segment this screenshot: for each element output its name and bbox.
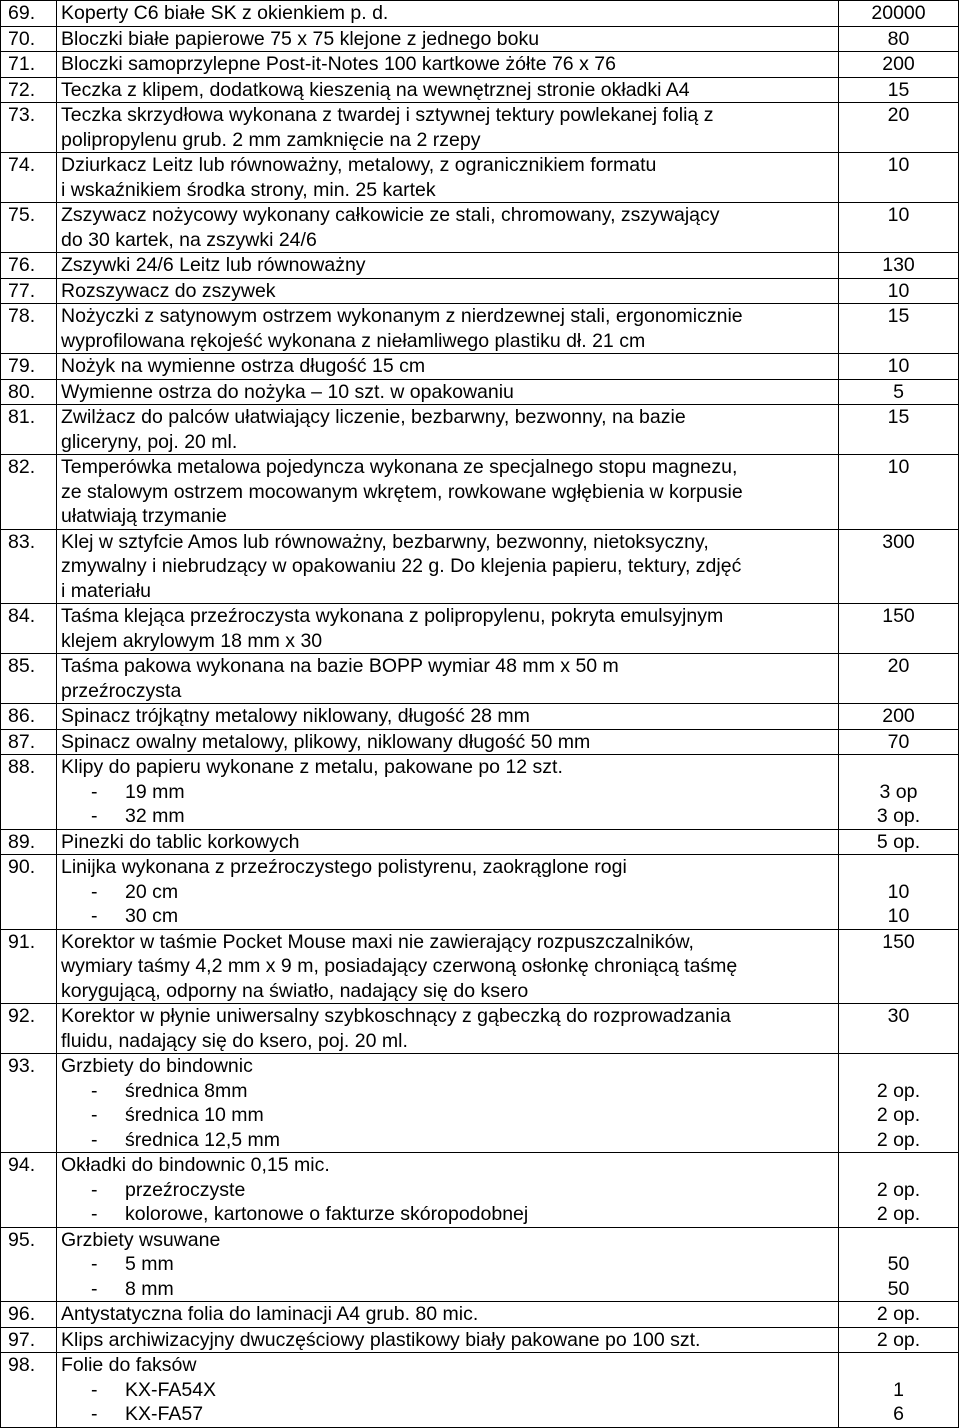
table-row (1, 253, 959, 279)
description-line: Korektor w płynie uniwersalny szybkoschnący z gąbeczką do rozprowadzania (61, 1005, 731, 1027)
quantity-value: 20 (887, 655, 910, 677)
description-line: korygującą, odporny na światło, nadający się do ksero (61, 979, 529, 1002)
item-description (57, 704, 839, 730)
item-number: 86. (1, 704, 57, 730)
item-number: 98. (1, 1353, 57, 1428)
item-description (57, 253, 839, 279)
item-number: 76. (1, 253, 57, 279)
description-line: Bloczki białe papierowe 75 x 75 klejone z jednego boku (61, 27, 540, 50)
item-quantity (839, 253, 959, 279)
description-line: Bloczki samoprzylepne Post-it-Notes 100 kartkowe żółte 76 x 76 (61, 53, 616, 75)
item-quantity (839, 755, 959, 830)
item-quantity (839, 829, 959, 855)
item-number: 69. (1, 1, 57, 27)
table-row (1, 855, 959, 930)
quantity-value (843, 855, 954, 880)
sub-item (61, 1378, 834, 1403)
table-row (1, 278, 959, 304)
description-line: ze stalowym ostrzem mocowanym wkrętem, rowkowane wgłębienia w korpusie (61, 480, 743, 503)
dash-bullet: - (91, 780, 98, 803)
table-row (1, 729, 959, 755)
table-row (1, 304, 959, 354)
dash-bullet: - (91, 1378, 98, 1401)
description-line: Grzbiety do bindownic (61, 1055, 253, 1077)
description-line: Antystatyczna folia do laminacji A4 grub. 80 mic. (61, 1303, 479, 1325)
table-row (1, 1004, 959, 1054)
item-quantity (839, 379, 959, 405)
quantity-value: 10 (887, 355, 910, 377)
item-description (57, 1054, 839, 1153)
table-row (1, 1353, 959, 1428)
item-number: 91. (1, 929, 57, 1004)
sub-item-label: 30 cm (125, 905, 179, 927)
sub-item (61, 904, 834, 929)
item-description (57, 52, 839, 78)
table-row (1, 354, 959, 380)
table-row (1, 529, 959, 604)
table-row (1, 103, 959, 153)
quantity-value: 10 (887, 154, 910, 176)
quantity-value: 5 op. (876, 830, 921, 853)
item-quantity (839, 103, 959, 153)
quantity-value: 6 (893, 1403, 904, 1425)
quantity-value: 50 (887, 1253, 910, 1275)
table-row (1, 52, 959, 78)
item-quantity (839, 304, 959, 354)
table-row (1, 1153, 959, 1228)
quantity-value: 20000 (871, 2, 926, 24)
item-number: 79. (1, 354, 57, 380)
dash-bullet: - (91, 1277, 98, 1300)
item-quantity (839, 455, 959, 530)
item-number: 87. (1, 729, 57, 755)
quantity-value (843, 1054, 954, 1079)
description-line: zmywalny i niebrudzący w opakowaniu 22 g. Do klejenia papieru, tektury, zdjęć (61, 555, 742, 577)
sub-item (61, 1178, 834, 1203)
quantity-value: 70 (887, 730, 910, 753)
item-quantity (839, 654, 959, 704)
description-line: Rozszywacz do zszywek (61, 279, 276, 302)
item-description (57, 729, 839, 755)
table-row (1, 604, 959, 654)
sub-item-label: KX-FA57 (125, 1403, 204, 1425)
description-line: Dziurkacz Leitz lub równoważny, metalowy, z ogranicznikiem formatu (61, 154, 657, 176)
sub-item (61, 880, 834, 905)
item-number: 81. (1, 405, 57, 455)
item-number: 83. (1, 529, 57, 604)
sub-item-label: kolorowe, kartonowe o fakturze skóropodobnej (125, 1203, 529, 1225)
table-row (1, 455, 959, 530)
quantity-value: 10 (887, 905, 910, 927)
table-row (1, 77, 959, 103)
item-number: 89. (1, 829, 57, 855)
sub-item-label: 8 mm (125, 1277, 174, 1300)
item-description (57, 755, 839, 830)
quantity-value: 10 (887, 204, 910, 226)
dash-bullet: - (91, 905, 98, 927)
item-number: 97. (1, 1327, 57, 1353)
sub-item (61, 1402, 834, 1427)
quantity-value: 200 (882, 53, 915, 75)
sub-item-label: przeźroczyste (125, 1178, 246, 1201)
item-description (57, 529, 839, 604)
item-description (57, 278, 839, 304)
dash-bullet: - (91, 805, 98, 827)
item-quantity (839, 729, 959, 755)
item-description (57, 829, 839, 855)
description-line: Nożyk na wymienne ostrza długość 15 cm (61, 355, 426, 377)
dash-bullet: - (91, 1203, 98, 1225)
item-description (57, 153, 839, 203)
item-quantity (839, 1004, 959, 1054)
description-line: Zwilżacz do palców ułatwiający liczenie, bezbarwny, bezwonny, na bazie (61, 406, 686, 428)
table-row (1, 1302, 959, 1328)
quantity-value: 2 op. (876, 1104, 921, 1126)
item-number: 80. (1, 379, 57, 405)
description-line: Nożyczki z satynowym ostrzem wykonanym z nierdzewnej stali, ergonomicznie (61, 305, 743, 327)
item-quantity (839, 855, 959, 930)
quantity-value (843, 755, 954, 780)
item-quantity (839, 1302, 959, 1328)
quantity-value: 3 op (879, 780, 918, 803)
quantity-value: 15 (887, 305, 910, 327)
item-description (57, 1227, 839, 1302)
description-line: Temperówka metalowa pojedyncza wykonana ze specjalnego stopu magnezu, (61, 456, 738, 478)
sub-item (61, 1103, 834, 1128)
description-line: przeźroczysta (61, 679, 182, 702)
sub-item (61, 804, 834, 829)
dash-bullet: - (91, 880, 98, 903)
item-description (57, 654, 839, 704)
sub-item-label: 19 mm (125, 780, 185, 803)
quantity-value: 150 (882, 930, 915, 953)
item-description (57, 1353, 839, 1428)
item-quantity (839, 1, 959, 27)
sub-item (61, 1252, 834, 1277)
description-line: Klej w sztyfcie Amos lub równoważny, bezbarwny, bezwonny, nietoksyczny, (61, 530, 709, 553)
description-line: Spinacz trójkątny metalowy niklowany, długość 28 mm (61, 705, 530, 727)
table-row (1, 1, 959, 27)
item-quantity (839, 529, 959, 604)
item-quantity (839, 278, 959, 304)
sub-item-label: 5 mm (125, 1253, 174, 1275)
table-row (1, 405, 959, 455)
item-quantity (839, 1054, 959, 1153)
sub-item-label: średnica 12,5 mm (125, 1128, 280, 1151)
item-number: 95. (1, 1227, 57, 1302)
item-quantity (839, 52, 959, 78)
description-line: gliceryny, poj. 20 ml. (61, 430, 238, 453)
item-description (57, 1004, 839, 1054)
item-description (57, 354, 839, 380)
item-description (57, 26, 839, 52)
item-number: 92. (1, 1004, 57, 1054)
quantity-value: 10 (887, 456, 910, 478)
item-description (57, 604, 839, 654)
quantity-value: 50 (887, 1277, 910, 1300)
item-description (57, 304, 839, 354)
item-description (57, 929, 839, 1004)
quantity-value: 2 op. (876, 1128, 921, 1151)
table-row (1, 153, 959, 203)
description-line: Klipy do papieru wykonane z metalu, pakowane po 12 szt. (61, 756, 563, 778)
description-line: Taśma pakowa wykonana na bazie BOPP wymiar 48 mm x 50 m (61, 655, 619, 677)
item-number: 72. (1, 77, 57, 103)
item-description (57, 455, 839, 530)
table-row (1, 654, 959, 704)
quantity-value (843, 1228, 954, 1253)
item-number: 82. (1, 455, 57, 530)
description-line: Teczka z klipem, dodatkową kieszenią na wewnętrznej stronie okładki A4 (61, 78, 690, 101)
description-line: i materiału (61, 579, 151, 602)
table-row (1, 379, 959, 405)
item-number: 85. (1, 654, 57, 704)
sub-item-label: KX-FA54X (125, 1378, 217, 1401)
description-line: Grzbiety wsuwane (61, 1228, 221, 1251)
sub-item-label: średnica 8mm (125, 1079, 248, 1102)
description-line: Koperty C6 białe SK z okienkiem p. d. (61, 2, 389, 24)
item-number: 73. (1, 103, 57, 153)
quantity-value: 10 (887, 880, 910, 903)
item-description (57, 855, 839, 930)
table-row (1, 755, 959, 830)
sub-item (61, 1277, 834, 1302)
sub-item-label: 20 cm (125, 880, 179, 903)
description-line: wyprofilowana rękojeść wykonana z niełamliwego plastiku dł. 21 cm (61, 329, 646, 352)
item-quantity (839, 604, 959, 654)
quantity-value: 2 op. (876, 1178, 921, 1201)
description-line: i wskaźnikiem środka strony, min. 25 kartek (61, 178, 436, 201)
quantity-value: 30 (887, 1005, 910, 1027)
item-number: 78. (1, 304, 57, 354)
description-line: Pinezki do tablic korkowych (61, 830, 300, 853)
quantity-value: 15 (887, 78, 910, 101)
sub-item-label: 32 mm (125, 805, 185, 827)
table-row (1, 1327, 959, 1353)
quantity-value: 300 (882, 530, 915, 553)
sub-item (61, 1128, 834, 1153)
description-line: Okładki do bindownic 0,15 mic. (61, 1154, 330, 1176)
description-line: Linijka wykonana z przeźroczystego polistyrenu, zaokrąglone rogi (61, 856, 627, 878)
item-description (57, 405, 839, 455)
quantity-value (843, 1353, 954, 1378)
quantity-value: 2 op. (876, 1203, 921, 1225)
description-line: Klips archiwizacyjny dwuczęściowy plastikowy biały pakowane po 100 szt. (61, 1328, 701, 1351)
quantity-value: 20 (887, 104, 910, 126)
item-quantity (839, 203, 959, 253)
item-quantity (839, 354, 959, 380)
sub-item (61, 1079, 834, 1104)
item-number: 74. (1, 153, 57, 203)
item-number: 96. (1, 1302, 57, 1328)
table-row (1, 829, 959, 855)
dash-bullet: - (91, 1128, 98, 1151)
table-row (1, 1054, 959, 1153)
description-line: Teczka skrzydłowa wykonana z twardej i sztywnej tektury powlekanej folią z (61, 104, 714, 126)
quantity-value: 5 (893, 380, 904, 403)
quantity-value: 2 op. (876, 1303, 921, 1325)
description-line: wymiary taśmy 4,2 mm x 9 m, posiadający czerwoną osłonkę chroniącą taśmę (61, 955, 738, 977)
description-line: klejem akrylowym 18 mm x 30 (61, 629, 323, 652)
item-quantity (839, 26, 959, 52)
description-line: polipropylenu grub. 2 mm zamknięcie na 2 rzepy (61, 128, 481, 151)
item-quantity (839, 1353, 959, 1428)
item-description (57, 1327, 839, 1353)
sub-item-label: średnica 10 mm (125, 1104, 264, 1126)
description-line: Spinacz owalny metalowy, plikowy, niklowany długość 50 mm (61, 730, 591, 753)
table-row (1, 929, 959, 1004)
quantity-value: 2 op. (876, 1079, 921, 1102)
item-description (57, 1302, 839, 1328)
item-description (57, 1153, 839, 1228)
quantity-value: 15 (887, 406, 910, 428)
item-quantity (839, 153, 959, 203)
item-quantity (839, 1227, 959, 1302)
description-line: Korektor w taśmie Pocket Mouse maxi nie zawierający rozpuszczalników, (61, 930, 694, 953)
item-quantity (839, 1327, 959, 1353)
quantity-value (843, 1153, 954, 1178)
description-line: Zszywacz nożycowy wykonany całkowicie ze stali, chromowany, zszywający (61, 204, 720, 226)
dash-bullet: - (91, 1253, 98, 1275)
item-number: 70. (1, 26, 57, 52)
item-quantity (839, 405, 959, 455)
item-quantity (839, 929, 959, 1004)
dash-bullet: - (91, 1104, 98, 1126)
item-table-body (1, 1, 959, 1428)
item-quantity (839, 77, 959, 103)
item-number: 71. (1, 52, 57, 78)
quantity-value: 3 op. (876, 805, 921, 827)
quantity-value: 150 (882, 605, 915, 627)
table-row (1, 203, 959, 253)
quantity-value: 200 (882, 705, 915, 727)
table-row (1, 704, 959, 730)
table-row (1, 1227, 959, 1302)
item-number: 90. (1, 855, 57, 930)
sub-item (61, 1202, 834, 1227)
description-line: Zszywki 24/6 Leitz lub równoważny (61, 254, 366, 276)
quantity-value: 1 (893, 1378, 904, 1401)
item-description (57, 203, 839, 253)
dash-bullet: - (91, 1079, 98, 1102)
item-description (57, 379, 839, 405)
description-line: do 30 kartek, na zszywki 24/6 (61, 228, 317, 251)
quantity-value: 80 (887, 27, 910, 50)
quantity-value: 2 op. (876, 1328, 921, 1351)
quantity-value: 10 (887, 279, 910, 302)
item-description (57, 77, 839, 103)
description-line: Wymienne ostrza do nożyka – 10 szt. w opakowaniu (61, 380, 514, 403)
sub-item (61, 780, 834, 805)
item-number: 93. (1, 1054, 57, 1153)
quantity-value: 130 (882, 254, 915, 276)
description-line: Folie do faksów (61, 1354, 197, 1376)
table-row (1, 26, 959, 52)
dash-bullet: - (91, 1403, 98, 1425)
description-line: ułatwiają trzymanie (61, 505, 227, 527)
item-number: 75. (1, 203, 57, 253)
item-number: 88. (1, 755, 57, 830)
item-number: 84. (1, 604, 57, 654)
item-quantity (839, 704, 959, 730)
item-quantity (839, 1153, 959, 1228)
item-description (57, 103, 839, 153)
description-line: fluidu, nadający się do ksero, poj. 20 ml. (61, 1029, 408, 1052)
dash-bullet: - (91, 1178, 98, 1201)
item-number: 77. (1, 278, 57, 304)
description-line: Taśma klejąca przeźroczysta wykonana z polipropylenu, pokryta emulsyjnym (61, 605, 724, 627)
item-number: 94. (1, 1153, 57, 1228)
item-description (57, 1, 839, 27)
